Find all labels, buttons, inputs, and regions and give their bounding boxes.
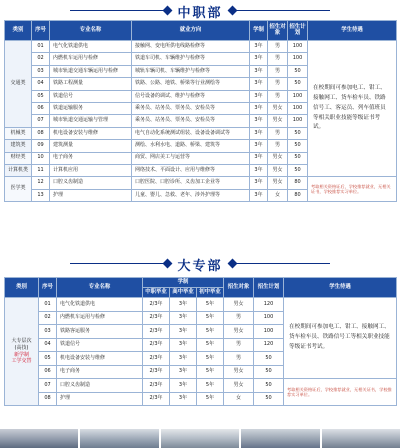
row-target: 男 [268, 65, 288, 77]
row-junior-years: 5年 [197, 325, 224, 339]
row-plan: 100 [288, 41, 308, 53]
row-target: 男女 [268, 152, 288, 164]
row-target: 男 [268, 78, 288, 90]
row-plan: 50 [254, 379, 284, 393]
row-major: 口腔义齿制造 [50, 177, 132, 189]
heading-rule-right [230, 263, 330, 264]
row-secondary-years: 2/3年 [143, 352, 170, 366]
row-direction: 商贸、网店美工与运营等 [132, 152, 250, 164]
row-number: 04 [32, 78, 50, 90]
row-years: 3年 [250, 41, 268, 53]
training-photo [241, 429, 319, 448]
row-number: 04 [39, 338, 57, 352]
row-number: 10 [32, 152, 50, 164]
row-secondary-years: 2/3年 [143, 325, 170, 339]
row-direction: 口腔医院、口腔诊所、义齿加工企业等 [132, 177, 250, 189]
row-number: 08 [39, 392, 57, 406]
table-row [5, 41, 397, 53]
row-target: 男女 [224, 379, 254, 393]
row-target: 男女 [224, 325, 254, 339]
heading-rule-left [70, 10, 170, 11]
row-secondary-years: 2/3年 [143, 379, 170, 393]
row-plan: 50 [288, 65, 308, 77]
row-number: 06 [39, 365, 57, 379]
row-major: 铁道运输服务 [50, 102, 132, 114]
row-years: 3年 [250, 140, 268, 152]
row-direction: 接触网、变电所供电线路检修等 [132, 41, 250, 53]
row-number: 06 [32, 102, 50, 114]
row-junior-years: 5年 [197, 365, 224, 379]
row-target: 男女 [268, 164, 288, 176]
row-major: 城市轨道交通运输与管理 [50, 115, 132, 127]
row-direction: 信号设备的调试、维护与检修等 [132, 90, 250, 102]
row-years: 3年 [250, 152, 268, 164]
row-target: 男女 [224, 298, 254, 312]
row-years: 3年 [250, 102, 268, 114]
category-highlight: 新学制 [13, 351, 29, 358]
header-high-grad: 高中毕业 [170, 288, 197, 298]
row-direction: 城轨车辆司机、车辆维护与检修等 [132, 65, 250, 77]
row-target: 男 [224, 352, 254, 366]
row-target: 男 [224, 338, 254, 352]
secondary-header-row [5, 21, 397, 41]
row-target: 男 [268, 127, 288, 139]
row-major: 机电设备安装与维修 [57, 352, 143, 366]
row-target: 男 [268, 41, 288, 53]
college-category-cell [5, 298, 39, 406]
row-major: 电子商务 [57, 365, 143, 379]
row-plan: 80 [288, 189, 308, 201]
row-number: 05 [39, 352, 57, 366]
row-direction: 儿童、婴儿、急救、老年、涉外护理等 [132, 189, 250, 201]
row-number: 13 [32, 189, 50, 201]
row-major: 护理 [57, 392, 143, 406]
row-major: 铁路客运服务 [57, 325, 143, 339]
row-plan: 50 [288, 127, 308, 139]
row-target: 男女 [268, 115, 288, 127]
header-study-years: 学制 [143, 278, 224, 288]
row-years: 3年 [250, 164, 268, 176]
heading-rule-left [70, 263, 170, 264]
row-major: 城市轨道交通车辆运用与检修 [50, 65, 132, 77]
row-major: 护理 [50, 189, 132, 201]
row-junior-years: 5年 [197, 379, 224, 393]
header-major: 专业名称 [57, 278, 143, 298]
college-table [4, 277, 397, 406]
row-number: 01 [32, 41, 50, 53]
row-secondary-years: 2/3年 [143, 392, 170, 406]
table-row [5, 298, 397, 312]
row-number: 03 [32, 65, 50, 77]
row-target: 女 [268, 189, 288, 201]
row-number: 11 [32, 164, 50, 176]
category-cell: 建筑类 [5, 140, 32, 152]
heading-rule-right [230, 10, 330, 11]
row-secondary-years: 2/3年 [143, 365, 170, 379]
row-years: 3年 [250, 189, 268, 201]
row-major: 机电设备安装与维修 [50, 127, 132, 139]
row-high-years: 3年 [170, 379, 197, 393]
row-number: 03 [39, 325, 57, 339]
row-direction: 乘务员、站务员、票务员、安检员等 [132, 115, 250, 127]
row-major: 建筑测量 [50, 140, 132, 152]
college-benefit: 在校期间可参加电工、钳工、接触网工、货车检车员、铁路信号工等相关职业技能等级证书考试。 [284, 298, 397, 379]
row-years: 3年 [250, 177, 268, 189]
secondary-table [4, 20, 397, 202]
row-number: 02 [32, 53, 50, 65]
row-secondary-years: 2/3年 [143, 298, 170, 312]
row-major: 铁道信号 [50, 90, 132, 102]
row-years: 3年 [250, 53, 268, 65]
row-number: 07 [32, 115, 50, 127]
row-plan: 50 [254, 352, 284, 366]
row-plan: 120 [254, 298, 284, 312]
secondary-heading [0, 2, 400, 21]
header-category: 类别 [5, 21, 32, 41]
header-benefit: 学生待遇 [284, 278, 397, 298]
workshop-photo [80, 429, 158, 448]
header-category: 类别 [5, 278, 39, 298]
category-cell: 交通类 [5, 41, 32, 128]
row-years: 3年 [250, 90, 268, 102]
secondary-title: 中职部 [177, 6, 223, 21]
row-years: 3年 [250, 127, 268, 139]
category-line: 大专层次 [11, 338, 32, 344]
header-major: 专业名称 [50, 21, 132, 41]
row-high-years: 3年 [170, 325, 197, 339]
row-number: 01 [39, 298, 57, 312]
row-plan: 50 [288, 164, 308, 176]
category-cell: 医学类 [5, 177, 32, 202]
dorm-photo [322, 429, 400, 448]
row-plan: 50 [254, 365, 284, 379]
row-plan: 100 [288, 102, 308, 114]
row-number: 07 [39, 379, 57, 393]
row-direction: 铁道车司机、车辆维护与检修等 [132, 53, 250, 65]
row-plan: 100 [288, 115, 308, 127]
row-high-years: 3年 [170, 298, 197, 312]
row-plan: 100 [288, 90, 308, 102]
header-number: 序号 [32, 21, 50, 41]
secondary-note: 考取相关资格证后，学校推荐就业，无相关证书，学校推荐实习单位。 [308, 177, 397, 202]
row-target: 男女 [268, 102, 288, 114]
row-direction: 测绘、水利水电、道路、桥梁、建筑等 [132, 140, 250, 152]
row-junior-years: 5年 [197, 298, 224, 312]
row-years: 3年 [250, 65, 268, 77]
photo-strip [0, 429, 400, 448]
row-target: 男 [268, 53, 288, 65]
college-heading [0, 255, 400, 274]
row-plan: 50 [288, 152, 308, 164]
header-junior-grad: 初中毕业 [197, 288, 224, 298]
category-cell: 计算机类 [5, 164, 32, 176]
row-secondary-years: 2/3年 [143, 311, 170, 325]
row-high-years: 3年 [170, 392, 197, 406]
classroom-photo [0, 429, 78, 448]
row-plan: 80 [288, 177, 308, 189]
category-line: (高技) [14, 344, 29, 351]
row-plan: 100 [288, 53, 308, 65]
row-plan: 120 [254, 338, 284, 352]
header-target: 招生对象 [224, 278, 254, 298]
heading-diamond-left [163, 259, 173, 269]
header-benefit: 学生待遇 [308, 21, 397, 41]
category-cell: 财经类 [5, 152, 32, 164]
row-major: 内燃机车运用与检修 [50, 53, 132, 65]
row-major: 内燃机车运用与检修 [57, 311, 143, 325]
row-major: 电气化铁道供电 [50, 41, 132, 53]
row-high-years: 3年 [170, 338, 197, 352]
row-number: 08 [32, 127, 50, 139]
row-number: 05 [32, 90, 50, 102]
row-major: 电气化铁道供电 [57, 298, 143, 312]
row-plan: 50 [254, 392, 284, 406]
row-major: 计算机应用 [50, 164, 132, 176]
row-junior-years: 5年 [197, 311, 224, 325]
row-direction: 电气自动化系统测试组装、设备设备调试等 [132, 127, 250, 139]
row-plan: 50 [288, 78, 308, 90]
header-study-years: 学制 [250, 21, 268, 41]
category-highlight: 工学交替 [11, 358, 32, 365]
row-junior-years: 5年 [197, 352, 224, 366]
header-secondary-grad: 中职毕业 [143, 288, 170, 298]
row-target: 男女 [268, 177, 288, 189]
lab-photo [161, 429, 239, 448]
row-high-years: 3年 [170, 311, 197, 325]
header-direction: 就业方向 [132, 21, 250, 41]
row-secondary-years: 2/3年 [143, 338, 170, 352]
row-target: 男 [268, 90, 288, 102]
row-years: 3年 [250, 78, 268, 90]
row-major: 电子商务 [50, 152, 132, 164]
heading-diamond-left [163, 6, 173, 16]
college-header-row [5, 278, 397, 288]
row-junior-years: 5年 [197, 338, 224, 352]
row-number: 12 [32, 177, 50, 189]
row-major: 铁路工程测量 [50, 78, 132, 90]
row-junior-years: 5年 [197, 392, 224, 406]
row-direction: 乘务员、站务员、票务员、安检员等 [132, 102, 250, 114]
row-number: 09 [32, 140, 50, 152]
row-plan: 100 [254, 311, 284, 325]
row-direction: 铁路、公路、地铁、桥梁等行业测绘等 [132, 78, 250, 90]
row-target: 男 [268, 140, 288, 152]
header-plan: 招生计划 [254, 278, 284, 298]
row-high-years: 3年 [170, 365, 197, 379]
row-years: 3年 [250, 115, 268, 127]
table-row [5, 379, 397, 393]
header-number: 序号 [39, 278, 57, 298]
college-title: 大专部 [177, 259, 223, 274]
row-high-years: 3年 [170, 352, 197, 366]
row-number: 02 [39, 311, 57, 325]
row-major: 口腔义齿制造 [57, 379, 143, 393]
table-row [5, 177, 397, 189]
row-major: 铁道信号 [57, 338, 143, 352]
college-note: 考取相关资格证后，学校推荐就业，无相关证书，学校推荐实习单位。 [284, 379, 397, 406]
row-target: 男 [224, 311, 254, 325]
secondary-benefit: 在校期间可参加电工、钳工、接触网工、货车检车员、铁路信号工、客运员、列车值班员等相关职业技能等级证书考试。 [308, 41, 397, 177]
category-cell: 机械类 [5, 127, 32, 139]
row-target: 男女 [224, 365, 254, 379]
header-target: 招生对象 [268, 21, 288, 41]
row-direction: 网络技术、平面设计、应用与维修等 [132, 164, 250, 176]
header-plan: 招生计划 [288, 21, 308, 41]
row-plan: 100 [254, 325, 284, 339]
row-target: 女 [224, 392, 254, 406]
row-plan: 50 [288, 140, 308, 152]
